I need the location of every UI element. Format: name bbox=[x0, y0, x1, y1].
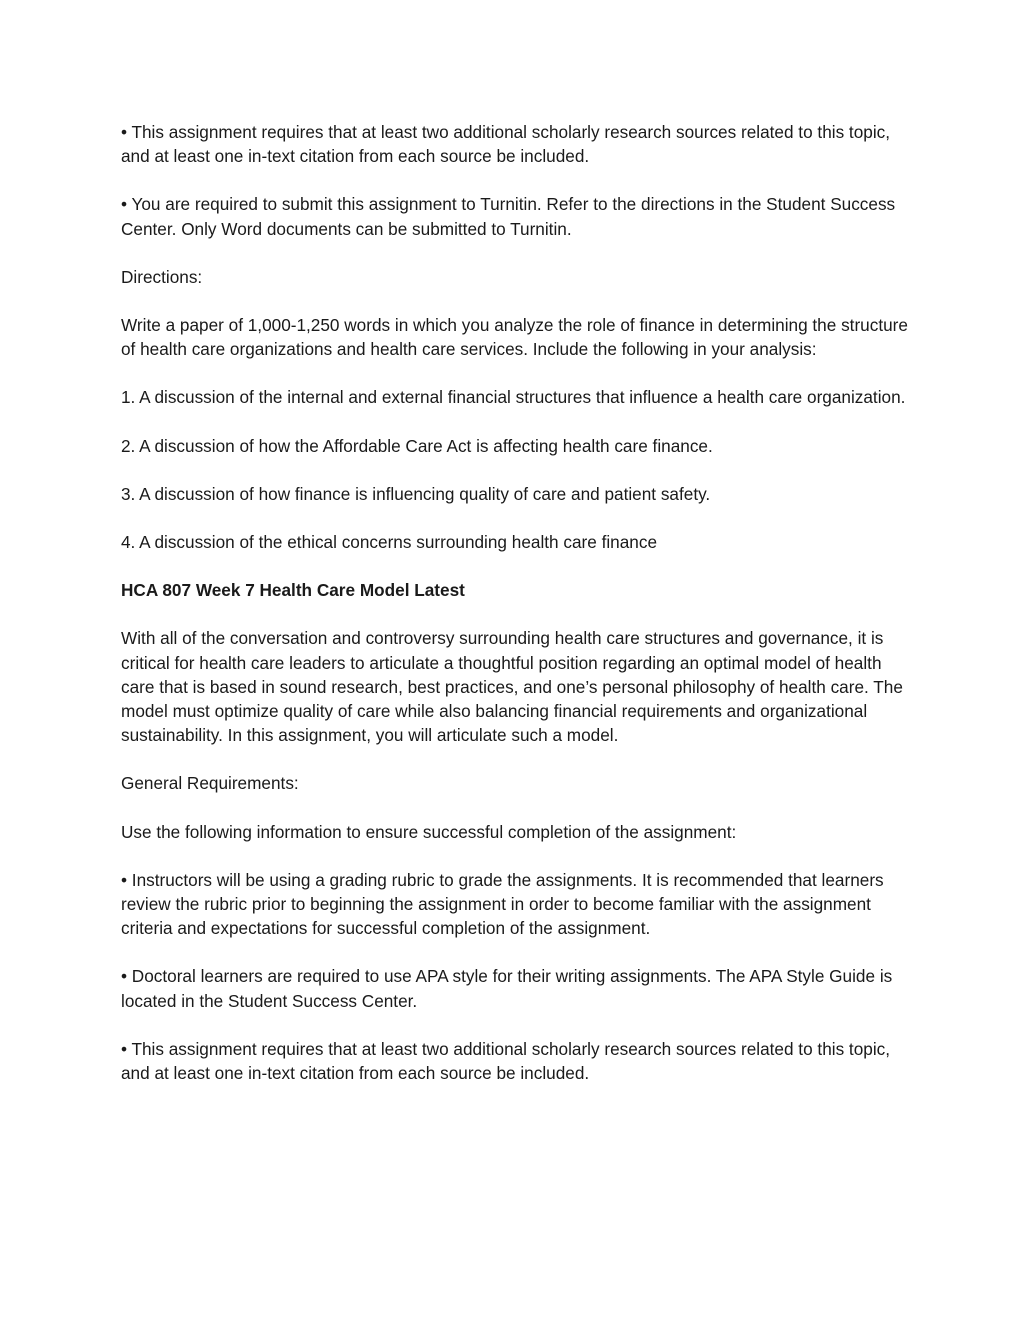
bullet-apa-style: • Doctoral learners are required to use APA style for their writing assignments. The APA Style Guide is located in the Student Success Center. bbox=[121, 966, 893, 1011]
list-item-1: 1. A discussion of the internal and external financial structures that influence a health care organization. bbox=[121, 387, 906, 408]
document-body bbox=[121, 120, 911, 1109]
bullet-sources-requirement-repeat: • This assignment requires that at least two additional scholarly research sources related to this topic, and at least one in-text citation from each source be included. bbox=[121, 1038, 891, 1084]
directions-label: Directions: bbox=[121, 266, 203, 287]
list-item-2: 2. A discussion of how the Affordable Care Act is affecting health care finance. bbox=[121, 435, 713, 456]
paper-instructions: Write a paper of 1,000-1,250 words in which you analyze the role of finance in determining the structure of health care organizations and health care services. Include the following in your analysis: bbox=[121, 315, 908, 360]
info-intro: Use the following information to ensure successful completion of the assignment: bbox=[121, 821, 737, 842]
list-item-4: 4. A discussion of the ethical concerns surrounding health care finance bbox=[121, 532, 658, 553]
section-heading: HCA 807 Week 7 Health Care Model Latest bbox=[121, 580, 465, 601]
list-item-3: 3. A discussion of how finance is influencing quality of care and patient safety. bbox=[121, 483, 711, 504]
model-intro-paragraph: With all of the conversation and controversy surrounding health care structures and governance, it is critical for health care leaders to articulate a thoughtful position regarding an optimal model of health care that is based in sound research, best practices, and one’s personal philosophy of health care. The model must optimize quality of care while also balancing financial requirements and organizational sustainability. In this assignment, you will articulate such a model. bbox=[121, 628, 903, 746]
bullet-sources-requirement: • This assignment requires that at least two additional scholarly research sources related to this topic, and at least one in-text citation from each source be included. bbox=[121, 122, 891, 167]
bullet-turnitin-requirement: • You are required to submit this assignment to Turnitin. Refer to the directions in the Student Success Center. Only Word documents can be submitted to Turnitin. bbox=[121, 194, 896, 239]
general-requirements-label: General Requirements: bbox=[121, 773, 299, 794]
bullet-rubric: • Instructors will be using a grading rubric to grade the assignments. It is recommended that learners review the rubric prior to beginning the assignment in order to become familiar with the assignment criteria and expectations for successful completion of the assignment. bbox=[121, 869, 884, 939]
